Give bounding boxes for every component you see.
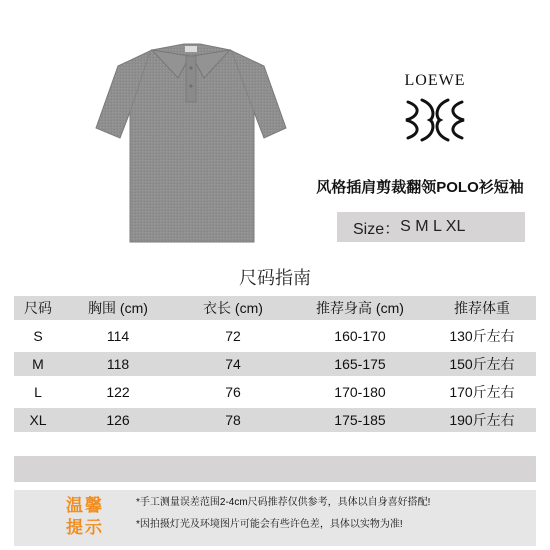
anagram-logo-icon: [400, 96, 470, 142]
notice-line-color: *因拍摄灯光及环境图片可能会有些许色差，具体以实物为准!: [136, 519, 403, 530]
header-height: 推荐身高 (cm): [316, 300, 404, 316]
cell-size: L: [34, 384, 42, 400]
table-row: [14, 324, 536, 348]
size-table: [14, 296, 536, 436]
notice-badge: [51, 490, 119, 544]
cell-weight: 130斤左右: [449, 328, 515, 344]
header-size: 尺码: [24, 300, 52, 316]
cell-chest: 122: [106, 384, 130, 400]
notice-line-measurement: *手工测量误差范围2-4cm尺码推荐仅供参考，具体以自身喜好搭配!: [136, 497, 431, 508]
cell-chest: 126: [106, 412, 130, 428]
header-length: 衣长 (cm): [203, 300, 263, 316]
cell-length: 78: [225, 412, 241, 428]
cell-weight: 170斤左右: [449, 384, 515, 400]
notice-badge-line1: 温馨: [66, 496, 104, 515]
size-list: S M L XL: [400, 218, 466, 235]
cell-chest: 114: [106, 328, 130, 344]
table-row: [14, 352, 536, 376]
table-row: [14, 380, 536, 404]
divider-band: [14, 456, 536, 482]
cell-length: 72: [225, 328, 241, 344]
size-chart-title: 尺码指南: [239, 268, 311, 288]
cell-weight: 190斤左右: [449, 412, 515, 428]
cell-length: 76: [225, 384, 241, 400]
size-summary: [337, 212, 525, 242]
header-chest: 胸围 (cm): [88, 300, 148, 316]
notice-text: [136, 492, 536, 536]
product-title: 风格插肩剪裁翻领POLO衫短袖: [316, 179, 524, 196]
cell-size: M: [32, 356, 44, 372]
cell-weight: 150斤左右: [449, 356, 515, 372]
cell-height: 160-170: [334, 328, 386, 344]
cell-size: S: [33, 328, 43, 344]
polo-shirt-image: [88, 34, 288, 250]
brand-logo: [385, 72, 485, 162]
cell-height: 175-185: [334, 412, 386, 428]
cell-height: 165-175: [334, 356, 386, 372]
cell-chest: 118: [106, 356, 130, 372]
brand-name: LOEWE: [404, 72, 466, 89]
size-label: Size：: [353, 220, 401, 238]
cell-height: 170-180: [334, 384, 386, 400]
notice-badge-line2: 提示: [66, 518, 104, 537]
table-header-row: [14, 296, 536, 320]
table-row: [14, 408, 536, 432]
cell-size: XL: [29, 412, 47, 428]
cell-length: 74: [225, 356, 241, 372]
header-weight: 推荐体重: [454, 300, 510, 316]
